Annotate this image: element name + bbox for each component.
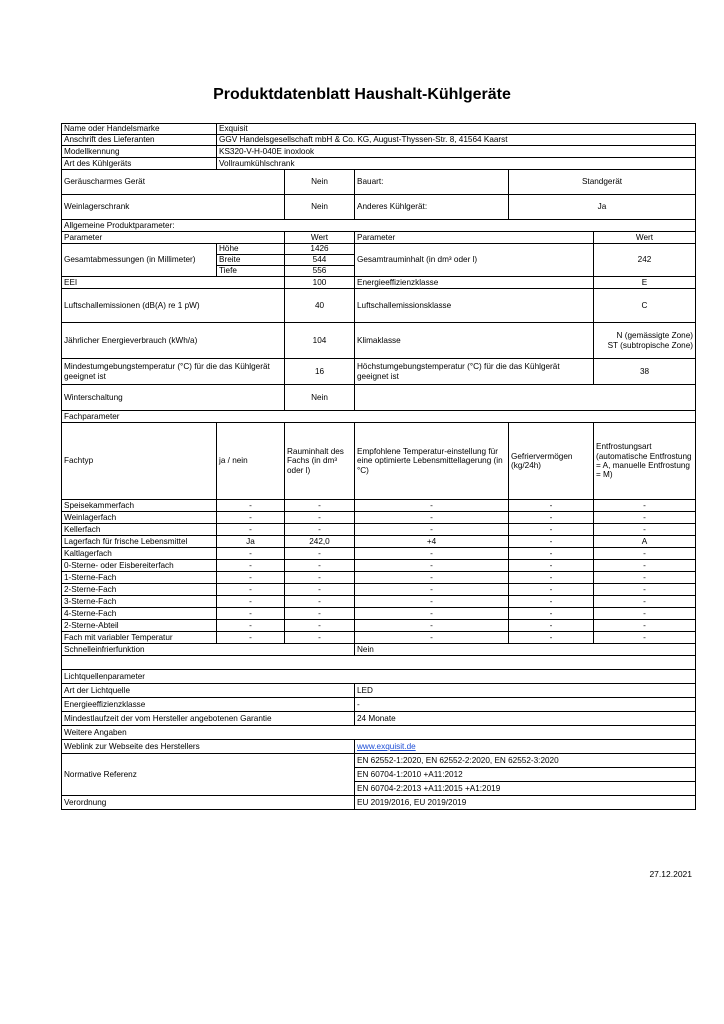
eei-value: 100 <box>285 277 355 289</box>
compartment-defrost-header: Entfrostungsart (automatische Entfrostung = A, manuelle Entfrostung = M) <box>594 423 696 500</box>
compartment-name: Lagerfach für frische Lebensmittel <box>62 536 217 548</box>
general-params-heading: Allgemeine Produktparameter: <box>62 220 696 232</box>
compartment-volume: - <box>285 512 355 524</box>
annual-energy-label: Jährlicher Energieverbrauch (kWh/a) <box>62 323 285 359</box>
supplier-label: Anschrift des Lieferanten <box>62 135 217 146</box>
compartment-name: 3-Sterne-Fach <box>62 596 217 608</box>
compartment-freeze: - <box>509 596 594 608</box>
compartment-temp: - <box>355 596 509 608</box>
energy-class-label: Energieeffizienzklasse <box>355 277 594 289</box>
quick-freeze-value: Nein <box>355 644 696 656</box>
compartment-volume: - <box>285 572 355 584</box>
compartment-yesno: - <box>217 572 285 584</box>
compartment-defrost: - <box>594 500 696 512</box>
winter-switch-empty <box>355 385 696 411</box>
general-params-section <box>62 220 696 411</box>
param-header-right: Parameter <box>355 232 594 244</box>
compartment-volume: - <box>285 548 355 560</box>
compartment-yesno: - <box>217 608 285 620</box>
dimensions-label: Gesamtabmessungen (in Millimeter) <box>62 244 217 277</box>
compartment-freeze-header: Gefriervermögen (kg/24h) <box>509 423 594 500</box>
other-appliance-label: Anderes Kühlgerät: <box>355 195 509 220</box>
light-source-heading: Lichtquellenparameter <box>62 670 696 684</box>
climate-class-line-2: ST (subtropische Zone) <box>607 340 693 350</box>
compartment-yesno: - <box>217 524 285 536</box>
design-label: Bauart: <box>355 170 509 195</box>
compartment-name: Kaltlagerfach <box>62 548 217 560</box>
other-appliance-value: Ja <box>509 195 696 220</box>
compartment-volume-header: Rauminhalt des Fachs (in dm³ oder l) <box>285 423 355 500</box>
design-value: Standgerät <box>509 170 696 195</box>
compartment-freeze: - <box>509 524 594 536</box>
low-noise-label: Geräuscharmes Gerät <box>62 170 285 195</box>
compartment-row <box>62 620 696 632</box>
height-label: Höhe <box>217 244 285 255</box>
compartment-freeze: - <box>509 560 594 572</box>
compartment-yesno: - <box>217 560 285 572</box>
compartment-volume: - <box>285 524 355 536</box>
compartment-temp: - <box>355 608 509 620</box>
compartment-yesno: - <box>217 596 285 608</box>
value-header-left: Wert <box>285 232 355 244</box>
compartment-name: 4-Sterne-Fach <box>62 608 217 620</box>
min-ambient-temp-value: 16 <box>285 359 355 385</box>
param-header-left: Parameter <box>62 232 285 244</box>
compartment-defrost: - <box>594 512 696 524</box>
normative-reference-3: EN 60704-2:2013 +A11:2015 +A1:2019 <box>355 782 696 796</box>
quick-freeze-label: Schnelleinfrierfunktion <box>62 644 355 656</box>
climate-class-value <box>594 323 696 359</box>
compartment-yesno: - <box>217 620 285 632</box>
compartment-volume: - <box>285 596 355 608</box>
max-ambient-temp-value: 38 <box>594 359 696 385</box>
annual-energy-value: 104 <box>285 323 355 359</box>
compartment-freeze: - <box>509 620 594 632</box>
light-class-label: Energieeffizienzklasse <box>62 698 355 712</box>
compartment-temp: - <box>355 512 509 524</box>
compartment-volume: - <box>285 500 355 512</box>
compartment-name: Kellerfach <box>62 524 217 536</box>
noise-class-label: Luftschallemissionsklasse <box>355 289 594 323</box>
light-class-value: - <box>355 698 696 712</box>
brand-value: Exquisit <box>217 124 696 135</box>
depth-value: 556 <box>285 266 355 277</box>
compartment-row <box>62 512 696 524</box>
compartment-temp: - <box>355 584 509 596</box>
compartment-name: 2-Sterne-Fach <box>62 584 217 596</box>
warranty-value: 24 Monate <box>355 712 696 726</box>
general-info-section <box>62 124 696 220</box>
value-header-right: Wert <box>594 232 696 244</box>
compartment-defrost: - <box>594 620 696 632</box>
noise-class-value: C <box>594 289 696 323</box>
width-label: Breite <box>217 255 285 266</box>
compartment-row <box>62 584 696 596</box>
compartment-volume: - <box>285 608 355 620</box>
compartment-yesno: - <box>217 632 285 644</box>
energy-class-value: E <box>594 277 696 289</box>
compartment-volume: - <box>285 632 355 644</box>
light-type-label: Art der Lichtquelle <box>62 684 355 698</box>
compartment-row <box>62 560 696 572</box>
normative-reference-1: EN 62552-1:2020, EN 62552-2:2020, EN 62552-3:2020 <box>355 754 696 768</box>
light-type-value: LED <box>355 684 696 698</box>
compartment-row <box>62 596 696 608</box>
compartment-temp: +4 <box>355 536 509 548</box>
min-ambient-temp-label: Mindestumgebungstemperatur (°C) für die das Kühlgerät geeignet ist <box>62 359 285 385</box>
compartment-yesno: Ja <box>217 536 285 548</box>
compartment-name: Fach mit variabler Temperatur <box>62 632 217 644</box>
compartment-freeze: - <box>509 548 594 560</box>
compartment-name: 0-Sterne- oder Eisbereiterfach <box>62 560 217 572</box>
compartment-row <box>62 572 696 584</box>
width-value: 544 <box>285 255 355 266</box>
compartment-row <box>62 632 696 644</box>
compartment-freeze: - <box>509 536 594 548</box>
depth-label: Tiefe <box>217 266 285 277</box>
compartment-freeze: - <box>509 632 594 644</box>
compartment-temp-header: Empfohlene Temperatur-einstellung für eine optimierte Lebensmittellagerung (in °C) <box>355 423 509 500</box>
weblink-label: Weblink zur Webseite des Herstellers <box>62 740 355 754</box>
compartment-temp: - <box>355 560 509 572</box>
compartment-yesno: - <box>217 548 285 560</box>
compartment-row <box>62 524 696 536</box>
compartment-temp: - <box>355 524 509 536</box>
regulation-label: Verordnung <box>62 796 355 810</box>
compartment-type-header: Fachtyp <box>62 423 217 500</box>
compartment-freeze: - <box>509 608 594 620</box>
eei-label: EEI <box>62 277 285 289</box>
compartment-defrost: - <box>594 584 696 596</box>
compartment-yesno: - <box>217 584 285 596</box>
compartment-volume: 242,0 <box>285 536 355 548</box>
winter-switch-label: Winterschaltung <box>62 385 285 411</box>
compartment-section <box>62 411 696 644</box>
compartment-freeze: - <box>509 584 594 596</box>
compartment-defrost: - <box>594 560 696 572</box>
compartment-row <box>62 536 696 548</box>
compartment-temp: - <box>355 620 509 632</box>
compartment-yesno: - <box>217 500 285 512</box>
volume-value: 242 <box>594 244 696 277</box>
max-ambient-temp-label: Höchstumgebungstemperatur (°C) für die das Kühlgerät geeignet ist <box>355 359 594 385</box>
weblink-cell <box>355 740 696 754</box>
compartment-defrost: - <box>594 596 696 608</box>
climate-class-line-1: N (gemässigte Zone) <box>616 331 693 341</box>
compartment-freeze: - <box>509 572 594 584</box>
compartment-temp: - <box>355 572 509 584</box>
low-noise-value: Nein <box>285 170 355 195</box>
compartment-temp: - <box>355 500 509 512</box>
spacer-row <box>62 656 696 670</box>
compartment-volume: - <box>285 560 355 572</box>
noise-emission-value: 40 <box>285 289 355 323</box>
product-data-table <box>61 123 696 810</box>
regulation-value: EU 2019/2016, EU 2019/2019 <box>355 796 696 810</box>
compartment-defrost: - <box>594 548 696 560</box>
compartment-yesno: - <box>217 512 285 524</box>
compartment-row <box>62 608 696 620</box>
document-title: Produktdatenblatt Haushalt-Kühlgeräte <box>213 86 511 103</box>
compartment-heading: Fachparameter <box>62 411 696 423</box>
compartment-name: Weinlagerfach <box>62 512 217 524</box>
compartment-temp: - <box>355 632 509 644</box>
compartment-row <box>62 500 696 512</box>
climate-class-label: Klimaklasse <box>355 323 594 359</box>
manufacturer-weblink[interactable]: www.exquisit.de <box>357 741 416 751</box>
compartment-row <box>62 548 696 560</box>
compartment-defrost: - <box>594 572 696 584</box>
normative-reference-2: EN 60704-1:2010 +A11:2012 <box>355 768 696 782</box>
appliance-type-label: Art des Kühlgeräts <box>62 158 217 170</box>
misc-section <box>62 644 696 810</box>
document-date: 27.12.2021 <box>649 869 692 879</box>
supplier-value: GGV Handelsgesellschaft mbH & Co. KG, August-Thyssen-Str. 8, 41564 Kaarst <box>217 135 696 146</box>
compartment-name: Speisekammerfach <box>62 500 217 512</box>
winter-switch-value: Nein <box>285 385 355 411</box>
compartment-volume: - <box>285 620 355 632</box>
wine-cabinet-value: Nein <box>285 195 355 220</box>
compartment-yesno-header: ja / nein <box>217 423 285 500</box>
compartment-volume: - <box>285 584 355 596</box>
noise-emission-label: Luftschallemissionen (dB(A) re 1 pW) <box>62 289 285 323</box>
normative-reference-label: Normative Referenz <box>62 754 355 796</box>
model-label: Modellkennung <box>62 146 217 158</box>
wine-cabinet-label: Weinlagerschrank <box>62 195 285 220</box>
compartment-freeze: - <box>509 500 594 512</box>
model-value: KS320-V-H-040E inoxlook <box>217 146 696 158</box>
appliance-type-value: Vollraumkühlschrank <box>217 158 696 170</box>
compartment-defrost: - <box>594 608 696 620</box>
compartment-defrost: - <box>594 524 696 536</box>
compartment-defrost: - <box>594 632 696 644</box>
compartment-temp: - <box>355 548 509 560</box>
additional-info-heading: Weitere Angaben <box>62 726 696 740</box>
warranty-label: Mindestlaufzeit der vom Hersteller angebotenen Garantie <box>62 712 355 726</box>
brand-label: Name oder Handelsmarke <box>62 124 217 135</box>
compartment-freeze: - <box>509 512 594 524</box>
volume-label: Gesamtrauminhalt (in dm³ oder l) <box>355 244 594 277</box>
compartment-defrost: A <box>594 536 696 548</box>
compartment-name: 1-Sterne-Fach <box>62 572 217 584</box>
compartment-name: 2-Sterne-Abteil <box>62 620 217 632</box>
height-value: 1426 <box>285 244 355 255</box>
